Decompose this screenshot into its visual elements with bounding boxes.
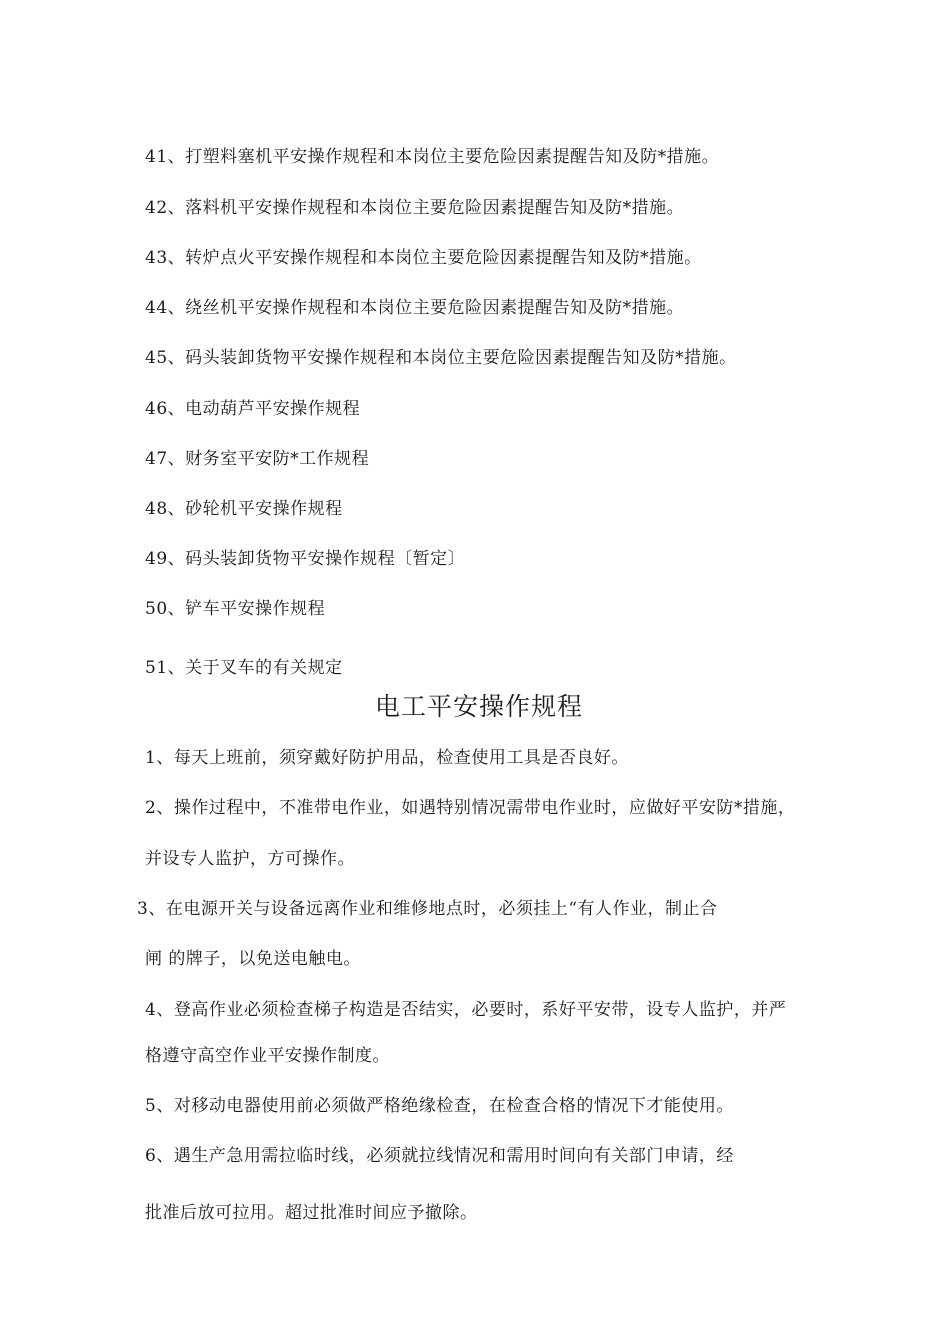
list-item-49: 49、码头装卸货物平安操作规程〔暂定〕 — [145, 549, 466, 569]
list-item-45: 45、码头装卸货物平安操作规程和本岗位主要危险因素提醒告知及防*措施。 — [145, 348, 737, 368]
list-item-44: 44、绕丝机平安操作规程和本岗位主要危险因素提醒告知及防*措施。 — [145, 298, 685, 318]
body-line-7: 格遵守高空作业平安操作制度。 — [145, 1046, 390, 1066]
list-item-50: 50、铲车平安操作规程 — [145, 599, 326, 619]
list-item-48: 48、砂轮机平安操作规程 — [145, 499, 343, 519]
body-line-9: 6、遇生产急用需拉临时线，必须就拉线情况和需用时间向有关部门申请，经 — [145, 1146, 734, 1166]
section-title: 电工平安操作规程 — [375, 692, 584, 721]
body-line-5: 闸 的牌子，以免送电触电。 — [145, 949, 361, 969]
body-line-1: 1、每天上班前，须穿戴好防护用品，检查使用工具是否良好。 — [145, 748, 629, 768]
list-item-51: 51、关于叉车的有关规定 — [145, 658, 343, 678]
body-line-6: 4、登高作业必须检查梯子构造是否结实，必要时，系好平安带，设专人监护，并严 — [145, 1000, 787, 1020]
list-item-46: 46、电动葫芦平安操作规程 — [145, 399, 361, 419]
body-line-4: 3、在电源开关与设备远离作业和维修地点时，必须挂上“有人作业，制止合 — [137, 899, 718, 919]
list-item-41: 41、打塑料塞机平安操作规程和本岗位主要危险因素提醒告知及防*措施。 — [145, 147, 720, 167]
body-line-2: 2、操作过程中，不准带电作业，如遇特别情况需带电作业时，应做好平安防*措施， — [145, 798, 796, 818]
list-item-43: 43、转炉点火平安操作规程和本岗位主要危险因素提醒告知及防*措施。 — [145, 248, 702, 268]
body-line-3: 并设专人监护，方可操作。 — [145, 849, 355, 869]
list-item-47: 47、财务室平安防*工作规程 — [145, 449, 370, 469]
body-line-8: 5、对移动电器使用前必须做严格绝缘检查，在检查合格的情况下才能使用。 — [145, 1096, 734, 1116]
list-item-42: 42、落料机平安操作规程和本岗位主要危险因素提醒告知及防*措施。 — [145, 198, 685, 218]
body-line-10: 批准后放可拉用。超过批准时间应予撤除。 — [145, 1203, 478, 1223]
